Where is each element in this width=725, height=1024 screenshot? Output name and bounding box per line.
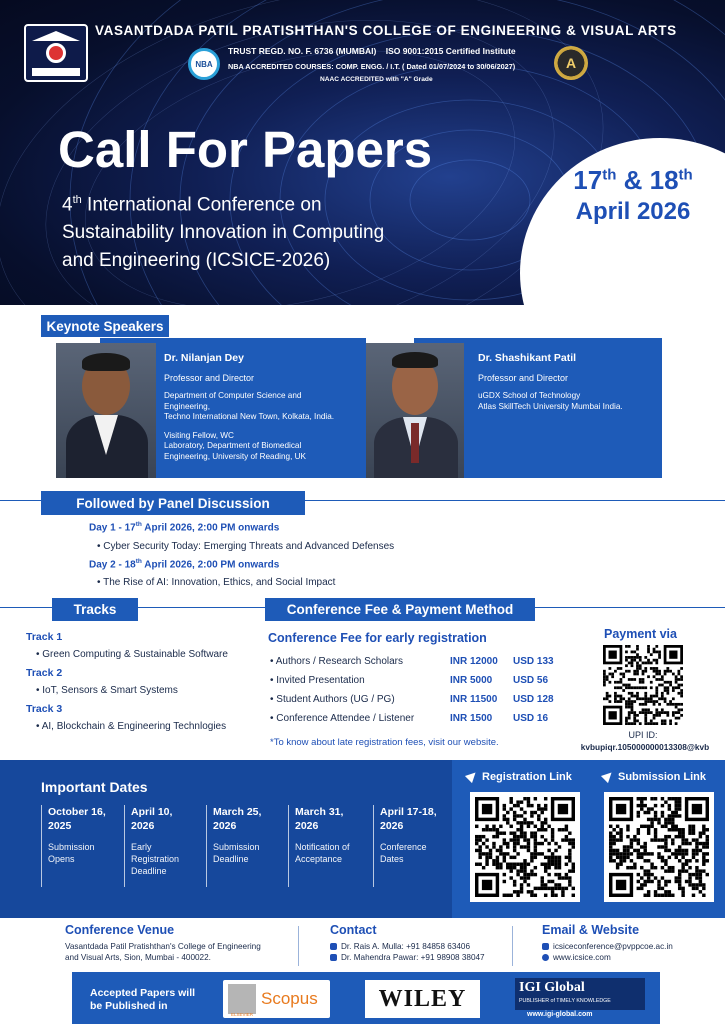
naac-grade-badge: A [554, 46, 588, 80]
email-website-title: Email & Website [542, 923, 640, 937]
track-2-heading: Track 2 [26, 667, 63, 679]
published-in-text: Accepted Papers will be Published in [90, 987, 196, 1012]
globe-icon [542, 954, 549, 961]
fee-row: • Authors / Research Scholars INR 12000 USD 133 [270, 656, 554, 667]
speaker-card-1: Dr. Nilanjan Dey Professor and Director Department of Computer Science and Engineering, Techno International New Town, Kolkata, India. Visiting Fellow, WC Laboratory, Department of Biomedical Engineering, University of Reading, UK [100, 338, 366, 478]
tracks-label: Tracks [52, 598, 138, 621]
hero-banner [0, 0, 725, 305]
speaker-card-2: Dr. Shashikant Patil Professor and Director uGDX School of Technology Atlas SkillTech University Mumbai India. [414, 338, 662, 478]
track-3-heading: Track 3 [26, 703, 63, 715]
nba-accreditation-line: NBA ACCREDITED COURSES: COMP. ENGG. / I.T. ( Dated 01/07/2024 to 30/06/2027) [228, 62, 516, 71]
important-dates-title: Important Dates [41, 779, 148, 795]
divider [298, 926, 299, 966]
date-item: March 31, 2026 Notification of Acceptance [288, 805, 368, 887]
scopus-logo: ELSEVIER Scopus [223, 980, 330, 1018]
track-1-item: • Green Computing & Sustainable Software [36, 649, 228, 660]
email-link[interactable]: icsiceconference@pvppcoe.ac.in [542, 941, 673, 952]
date-item: April 10, 2026 Early Registration Deadline [124, 805, 204, 887]
conference-name-line-2: Sustainability Innovation in Computing [62, 222, 385, 243]
phone-icon [330, 954, 337, 961]
contact-numbers: Dr. Rais A. Mulla: +91 84858 63406 Dr. Mahendra Pawar: +91 98908 38047 [330, 941, 485, 963]
college-logo [24, 24, 88, 82]
track-2-item: • IoT, Sensors & Smart Systems [36, 685, 178, 696]
speaker-photo-2 [366, 343, 464, 478]
panel-day-2-topic: • The Rise of AI: Innovation, Ethics, and Social Impact [97, 577, 336, 588]
send-arrow-icon [465, 769, 479, 783]
nba-badge: NBA [188, 48, 220, 80]
registration-link-title[interactable]: Registration Link [467, 771, 572, 783]
panel-discussion-label: Followed by Panel Discussion [41, 491, 305, 515]
panel-day-1-topic: • Cyber Security Today: Emerging Threats and Advanced Defenses [97, 541, 395, 552]
trust-line: TRUST REGD. NO. F. 6736 (MUMBAI) ISO 9001:2015 Certified Institute [228, 46, 516, 56]
wiley-logo: WILEY [365, 980, 480, 1018]
call-for-papers-title: Call For Papers [58, 121, 433, 178]
fee-row: • Invited Presentation INR 5000 USD 56 [270, 675, 549, 686]
track-3-item: • AI, Blockchain & Engineering Technlogies [36, 721, 227, 732]
college-name: VASANTDADA PATIL PRATISHTHAN'S COLLEGE OF ENGINEERING & VISUAL ARTS [95, 23, 677, 38]
late-fee-note: *To know about late registration fees, visit our website. [270, 737, 499, 748]
keynote-speakers-label: Keynote Speakers [41, 315, 169, 337]
date-item: April 17-18, 2026 Conference Dates [373, 805, 453, 887]
submission-qr-frame [604, 792, 714, 902]
contact-title: Contact [330, 923, 377, 937]
panel-day-2-heading: Day 2 - 18th April 2026, 2:00 PM onwards [89, 558, 280, 571]
conference-date: 17th & 18th April 2026 [573, 165, 693, 225]
mail-icon [542, 943, 549, 950]
speaker-photo-1 [56, 343, 156, 478]
registration-qr-frame [470, 792, 580, 902]
elsevier-tree-icon [228, 984, 256, 1014]
fee-row: • Conference Attendee / Listener INR 1500 USD 16 [270, 713, 549, 724]
fee-row: • Student Authors (UG / PG) INR 11500 USD 128 [270, 694, 554, 705]
payment-qr-code[interactable] [603, 645, 683, 725]
upi-label: UPI ID: [628, 730, 658, 740]
submission-qr-code[interactable] [609, 797, 709, 897]
payment-via-title: Payment via [604, 627, 677, 641]
email-website [542, 941, 673, 963]
conference-name-line-1: 4th International Conference on [62, 194, 322, 216]
conference-name-line-3: and Engineering (ICSICE-2026) [62, 250, 331, 271]
upi-id: kvbupiqr.105000000013308@kvb [580, 742, 710, 752]
early-registration-subtitle: Conference Fee for early registration [268, 631, 487, 645]
phone-icon [330, 943, 337, 950]
naac-accreditation-line: NAAC ACCREDITED with "A" Grade [320, 76, 433, 83]
date-item: October 16, 2025 Submission Opens [41, 805, 121, 887]
fee-payment-label: Conference Fee & Payment Method [265, 598, 535, 621]
date-item: March 25, 2026 Submission Deadline [206, 805, 286, 887]
panel-day-1-heading: Day 1 - 17th April 2026, 2:00 PM onwards [89, 521, 280, 534]
website-link[interactable]: www.icsice.com [542, 952, 673, 963]
track-1-heading: Track 1 [26, 631, 63, 643]
submission-link-title[interactable]: Submission Link [603, 771, 706, 783]
venue-address: Vasantdada Patil Pratishthan's College of Engineering and Visual Arts, Sion, Mumbai - 400022. [65, 942, 261, 962]
divider [512, 926, 513, 966]
venue-title: Conference Venue [65, 923, 175, 937]
registration-qr-code[interactable] [475, 797, 575, 897]
igi-global-url: www.igi-global.com [527, 1011, 593, 1018]
send-arrow-icon [601, 769, 615, 783]
conference-time: 09:00 AM – 05:00 PM (GMT+5:30) [569, 259, 695, 292]
igi-global-logo: IGI Global PUBLISHER of TIMELY KNOWLEDGE [515, 978, 645, 1010]
